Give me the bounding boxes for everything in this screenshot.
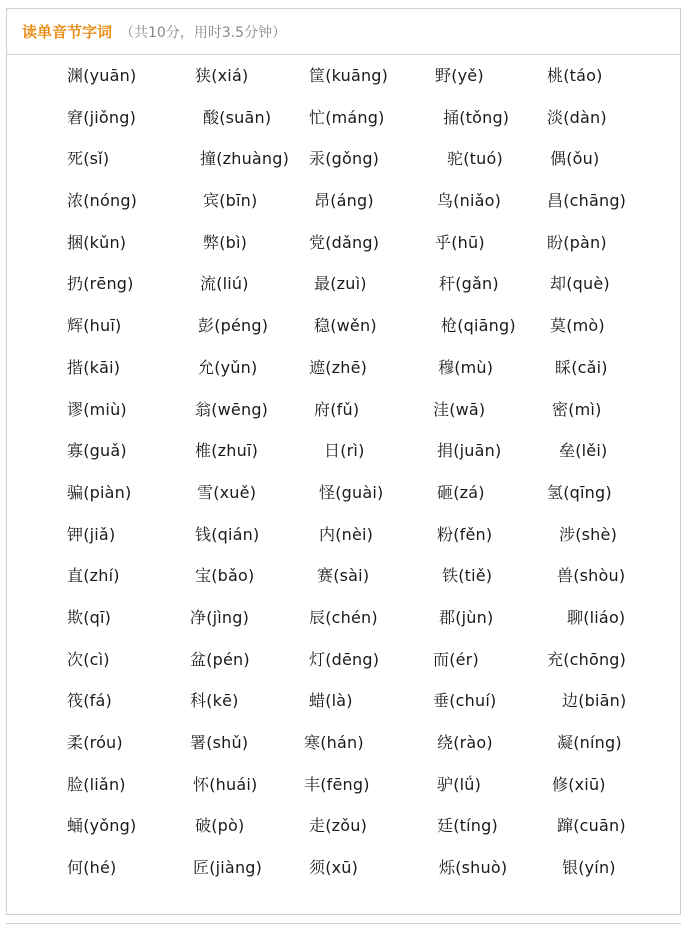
word-row [7, 555, 680, 597]
word-item: 鸟(niǎo) [437, 191, 502, 211]
word-item: 乎(hū) [435, 232, 485, 252]
word-item: 烁(shuò) [439, 858, 508, 878]
word-item: 蹿(cuān) [557, 816, 626, 836]
word-item: 怀(huái) [193, 774, 258, 794]
word-item: 破(pò) [195, 816, 245, 836]
word-item: 椎(zhuī) [195, 441, 259, 461]
word-row [7, 55, 680, 97]
word-row [7, 97, 680, 139]
word-item: 莫(mò) [550, 316, 605, 336]
word-item: 廷(tíng) [437, 816, 498, 836]
word-item: 粉(fěn) [437, 524, 493, 544]
word-item: 修(xiū) [552, 774, 606, 794]
word-item: 筐(kuāng) [309, 66, 389, 85]
word-item: 忙(máng) [309, 107, 385, 127]
word-item: 酸(suān) [203, 107, 272, 127]
word-row [7, 222, 680, 264]
word-item: 府(fǔ) [314, 399, 360, 419]
word-row [7, 805, 680, 847]
word-item: 聊(liáo) [567, 607, 626, 627]
word-item: 寡(guǎ) [67, 441, 127, 461]
word-item: 而(ér) [433, 649, 479, 669]
word-item: 辰(chén) [309, 607, 378, 627]
word-item: 次(cì) [67, 649, 110, 669]
word-item: 扔(rēng) [67, 274, 134, 294]
word-item: 柔(róu) [67, 733, 123, 752]
word-item: 辉(huī) [67, 316, 122, 336]
bottom-divider [6, 923, 681, 924]
word-item: 最(zuì) [314, 274, 367, 294]
word-item: 撞(zhuàng) [200, 149, 290, 169]
word-item: 渊(yuān) [67, 66, 137, 85]
word-item: 钾(jiǎ) [67, 524, 116, 544]
word-row [7, 347, 680, 389]
word-item: 怪(guài) [319, 482, 384, 502]
word-item: 捅(tǒng) [443, 107, 510, 127]
word-item: 绕(rào) [437, 733, 493, 752]
word-item: 银(yín) [562, 858, 616, 878]
word-item: 党(dǎng) [309, 232, 380, 252]
word-item: 死(sǐ) [67, 149, 110, 169]
word-row [7, 597, 680, 639]
word-item: 内(nèi) [319, 524, 374, 544]
word-grid [7, 55, 680, 889]
word-item: 却(què) [550, 274, 610, 294]
word-item: 秆(gǎn) [439, 274, 499, 294]
word-item: 雪(xuě) [197, 482, 257, 502]
word-item: 偶(ǒu) [550, 149, 600, 169]
word-row [7, 389, 680, 431]
word-item: 密(mì) [552, 399, 602, 419]
word-item: 窘(jiǒng) [67, 107, 137, 127]
word-item: 狭(xiá) [195, 66, 249, 85]
word-item: 砸(zá) [437, 482, 485, 502]
word-row [7, 847, 680, 889]
word-item: 捆(kǔn) [67, 232, 127, 252]
word-item: 允(yǔn) [198, 357, 258, 377]
exercise-card [6, 8, 681, 915]
word-item: 走(zǒu) [309, 816, 368, 836]
word-item: 垒(lěi) [559, 441, 608, 461]
word-item: 寒(hán) [304, 733, 364, 752]
word-item: 翁(wēng) [195, 399, 269, 419]
word-item: 彭(péng) [198, 316, 269, 336]
word-item: 桃(táo) [547, 66, 603, 85]
word-row [7, 472, 680, 514]
word-row [7, 430, 680, 472]
section-title: 读单音节字词 [22, 23, 113, 41]
word-row [7, 722, 680, 764]
word-item: 充(chōng) [547, 649, 627, 669]
word-item: 浓(nóng) [67, 191, 138, 211]
word-item: 欺(qī) [67, 607, 112, 627]
word-item: 筏(fá) [67, 691, 112, 711]
word-item: 直(zhí) [67, 566, 120, 586]
word-item: 淡(dàn) [547, 107, 607, 127]
word-item: 郡(jùn) [439, 607, 494, 627]
word-item: 匠(jiàng) [193, 858, 263, 878]
word-item: 日(rì) [324, 441, 365, 461]
word-item: 昂(áng) [314, 191, 374, 211]
word-row [7, 514, 680, 556]
word-row [7, 138, 680, 180]
word-item: 驼(tuó) [447, 149, 503, 169]
word-item: 骗(piàn) [67, 482, 132, 502]
word-item: 何(hé) [67, 858, 117, 878]
word-item: 须(xū) [309, 858, 359, 878]
word-row [7, 305, 680, 347]
word-item: 弊(bì) [203, 232, 248, 252]
word-item: 蜡(là) [309, 691, 353, 711]
word-item: 氢(qīng) [547, 482, 612, 502]
word-item: 丰(fēng) [304, 774, 370, 794]
word-item: 蛹(yǒng) [67, 816, 137, 836]
word-item: 铁(tiě) [442, 566, 493, 586]
word-item: 宝(bǎo) [195, 566, 255, 586]
word-item: 昌(chāng) [547, 191, 627, 211]
word-item: 涉(shè) [559, 524, 618, 544]
word-item: 揩(kāi) [67, 357, 121, 377]
word-item: 钱(qián) [195, 524, 260, 544]
word-item: 净(jìng) [190, 607, 250, 627]
word-item: 科(kē) [190, 691, 239, 711]
word-item: 遮(zhē) [309, 357, 368, 377]
word-row [7, 263, 680, 305]
word-item: 署(shǔ) [190, 733, 249, 752]
word-item: 捐(juān) [437, 441, 502, 461]
word-item: 谬(miù) [67, 399, 127, 419]
word-item: 野(yě) [435, 66, 484, 85]
section-header [7, 9, 680, 55]
word-item: 脸(liǎn) [67, 774, 126, 794]
word-item: 流(liú) [200, 274, 249, 294]
word-item: 盼(pàn) [547, 232, 607, 252]
word-item: 洼(wā) [433, 399, 486, 419]
word-item: 盆(pén) [190, 649, 250, 669]
word-item: 赛(sài) [317, 566, 370, 586]
word-item: 枪(qiāng) [441, 316, 516, 336]
word-item: 宾(bīn) [203, 191, 258, 211]
word-item: 穆(mù) [438, 357, 494, 377]
word-item: 稳(wěn) [314, 316, 377, 336]
word-item: 驴(lǘ) [437, 774, 482, 794]
word-item: 汞(gǒng) [309, 149, 380, 169]
word-item: 灯(dēng) [309, 649, 380, 669]
word-item: 睬(cǎi) [555, 357, 608, 377]
word-item: 凝(níng) [557, 733, 622, 752]
word-item: 边(biān) [562, 691, 627, 711]
word-row [7, 764, 680, 806]
word-item: 兽(shòu) [557, 566, 626, 586]
word-row [7, 180, 680, 222]
word-row [7, 680, 680, 722]
word-item: 垂(chuí) [433, 691, 497, 711]
word-row [7, 639, 680, 681]
section-note: （共10分，用时3.5分钟） [120, 24, 287, 41]
